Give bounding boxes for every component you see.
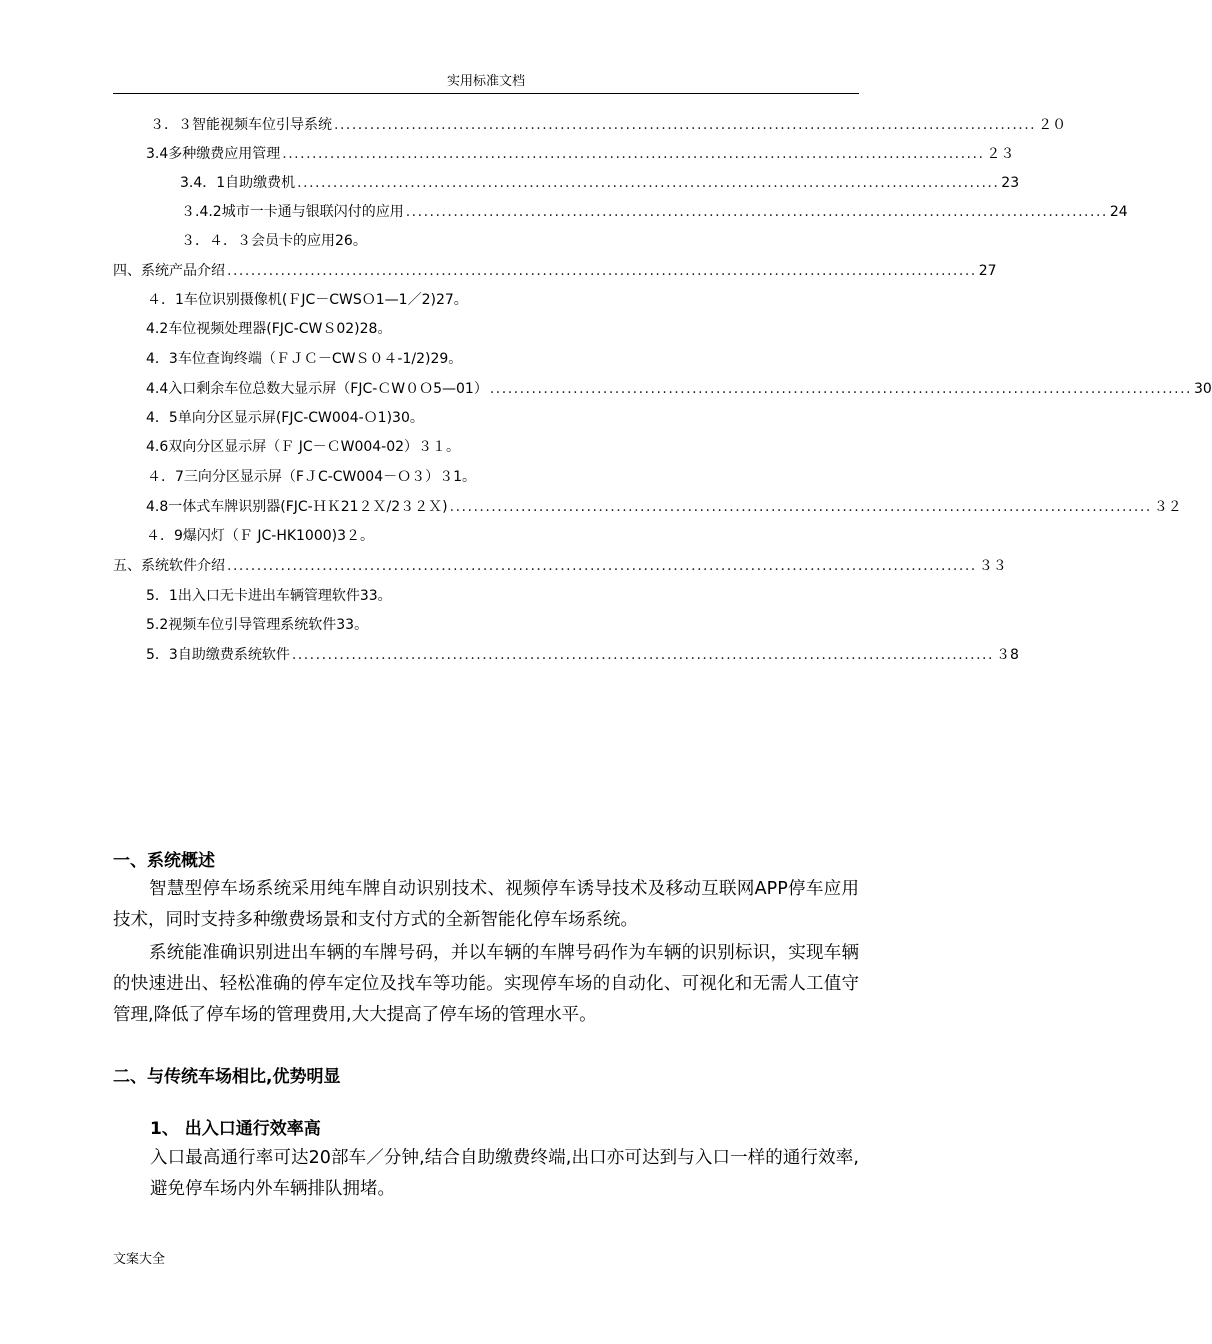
toc-page-number: ２０ bbox=[1038, 117, 1067, 133]
toc-entry-text: 5.2视频车位引导管理系统软件33。 bbox=[146, 617, 369, 633]
toc-entry bbox=[146, 498, 1182, 516]
section-heading: 二、与传统车场相比,优势明显 bbox=[113, 1067, 341, 1087]
page-header: 实用标准文档 bbox=[113, 70, 859, 94]
toc-entry bbox=[180, 174, 1020, 192]
toc-entry bbox=[181, 203, 1128, 221]
body-paragraph: 系统能准确识别进出车辆的车牌号码，并以车辆的车牌号码作为车辆的识别标识，实现车辆的快速进出、轻松准确的停车定位及找车等功能。实现停车场的自动化、可视化和无需人工值守管理,降低了停车场的管理费用,大大提高了停车场的管理水平。 bbox=[113, 943, 859, 1025]
toc-leader: ...................................................................................................................... bbox=[449, 499, 1152, 515]
toc-leader: ...................................................................................................................... bbox=[297, 175, 1000, 191]
section-heading: 一、系统概述 bbox=[113, 851, 215, 871]
toc-page-number: ３３ bbox=[978, 558, 1007, 574]
body-paragraph: 入口最高通行率可达20部车／分钟,结合自助缴费终端,出口亦可达到与入口一样的通行效率,避免停车场内外车辆排队拥堵。 bbox=[150, 1148, 859, 1199]
page-footer: 文案大全 bbox=[113, 1252, 166, 1267]
toc-entry-text: 4.4入口剩余车位总数大显示屏（FJC-ＣW０Ｏ5—01） bbox=[146, 381, 488, 397]
toc-entry-text: 4.2车位视频处理器(FJC-CWＳ02)28。 bbox=[146, 321, 392, 337]
toc-entry-text: 五、系统软件介绍 bbox=[113, 558, 225, 574]
toc-entry bbox=[146, 145, 1015, 163]
toc-page-number: 24 bbox=[1109, 204, 1128, 220]
toc-entry-text: 4.8一体式车牌识别器(FJC-ＨＫ21２Ｘ/2３２Ｘ) bbox=[146, 499, 448, 515]
toc-page-number: 23 bbox=[1001, 175, 1020, 191]
toc-leader: .............................................................................................................................. bbox=[227, 558, 977, 574]
toc-leader: ...................................................................................................................... bbox=[489, 381, 1192, 397]
toc-page-number: ３２ bbox=[1153, 499, 1182, 515]
toc-leader: ...................................................................................................................... bbox=[334, 117, 1037, 133]
toc-entry bbox=[113, 557, 1007, 575]
toc-entry bbox=[146, 380, 1212, 398]
toc-entry-text: 四、系统产品介绍 bbox=[113, 263, 225, 279]
toc-entry-text: 4．3车位查询终端（ＦＪＣ－CWＳ０４-1/2)29。 bbox=[146, 351, 463, 367]
toc-leader: ...................................................................................................................... bbox=[405, 204, 1108, 220]
toc-entry-text: 4．5单向分区显示屏(FJC-CW004-Ｏ1)30。 bbox=[146, 410, 424, 426]
toc-entry-text: ４．7三向分区显示屏（FＪC-CW004－Ｏ３）３1。 bbox=[147, 469, 477, 485]
toc-entry bbox=[150, 116, 1067, 134]
toc-entry-text: 3.4．1自助缴费机 bbox=[180, 175, 296, 191]
toc-entry bbox=[113, 262, 997, 280]
subsection-heading: 1、 出入口通行效率高 bbox=[150, 1119, 321, 1139]
toc-entry-text: 5．3自助缴费系统软件 bbox=[146, 647, 290, 663]
toc-page-number: 27 bbox=[978, 263, 997, 279]
toc-page-number: 30 bbox=[1193, 381, 1212, 397]
toc-leader: ...................................................................................................................... bbox=[282, 146, 985, 162]
toc-leader: ...................................................................................................................... bbox=[291, 647, 994, 663]
toc-leader: .............................................................................................................................. bbox=[227, 263, 977, 279]
toc-entry-text: ３.4.2城市一卡通与银联闪付的应用 bbox=[181, 204, 404, 220]
toc-entry-text: ４．1车位识别摄像机(ＦJC－CWSＯ1—1／2)27。 bbox=[147, 292, 468, 308]
toc-entry bbox=[146, 646, 1019, 664]
body-paragraph: 智慧型停车场系统采用纯车牌自动识别技术、视频停车诱导技术及移动互联网APP停车应用技术，同时支持多种缴费场景和支付方式的全新智能化停车场系统。 bbox=[113, 879, 859, 930]
toc-entry-text: ４．9爆闪灯（Ｆ JC-HK1000)3２。 bbox=[146, 528, 375, 544]
toc-entry-text: 3.4多种缴费应用管理 bbox=[146, 146, 281, 162]
toc-entry-text: 5．1出入口无卡进出车辆管理软件33。 bbox=[146, 588, 392, 604]
toc-page-number: ３8 bbox=[995, 647, 1019, 663]
toc-page-number: ２３ bbox=[986, 146, 1015, 162]
toc-entry-text: 4.6双向分区显示屏（Ｆ JC－ＣW004-02）３１。 bbox=[146, 439, 461, 455]
toc-entry-text: ３．４．３会员卡的应用26。 bbox=[181, 233, 367, 249]
toc-entry-text: ３．３智能视频车位引导系统 bbox=[150, 117, 332, 133]
